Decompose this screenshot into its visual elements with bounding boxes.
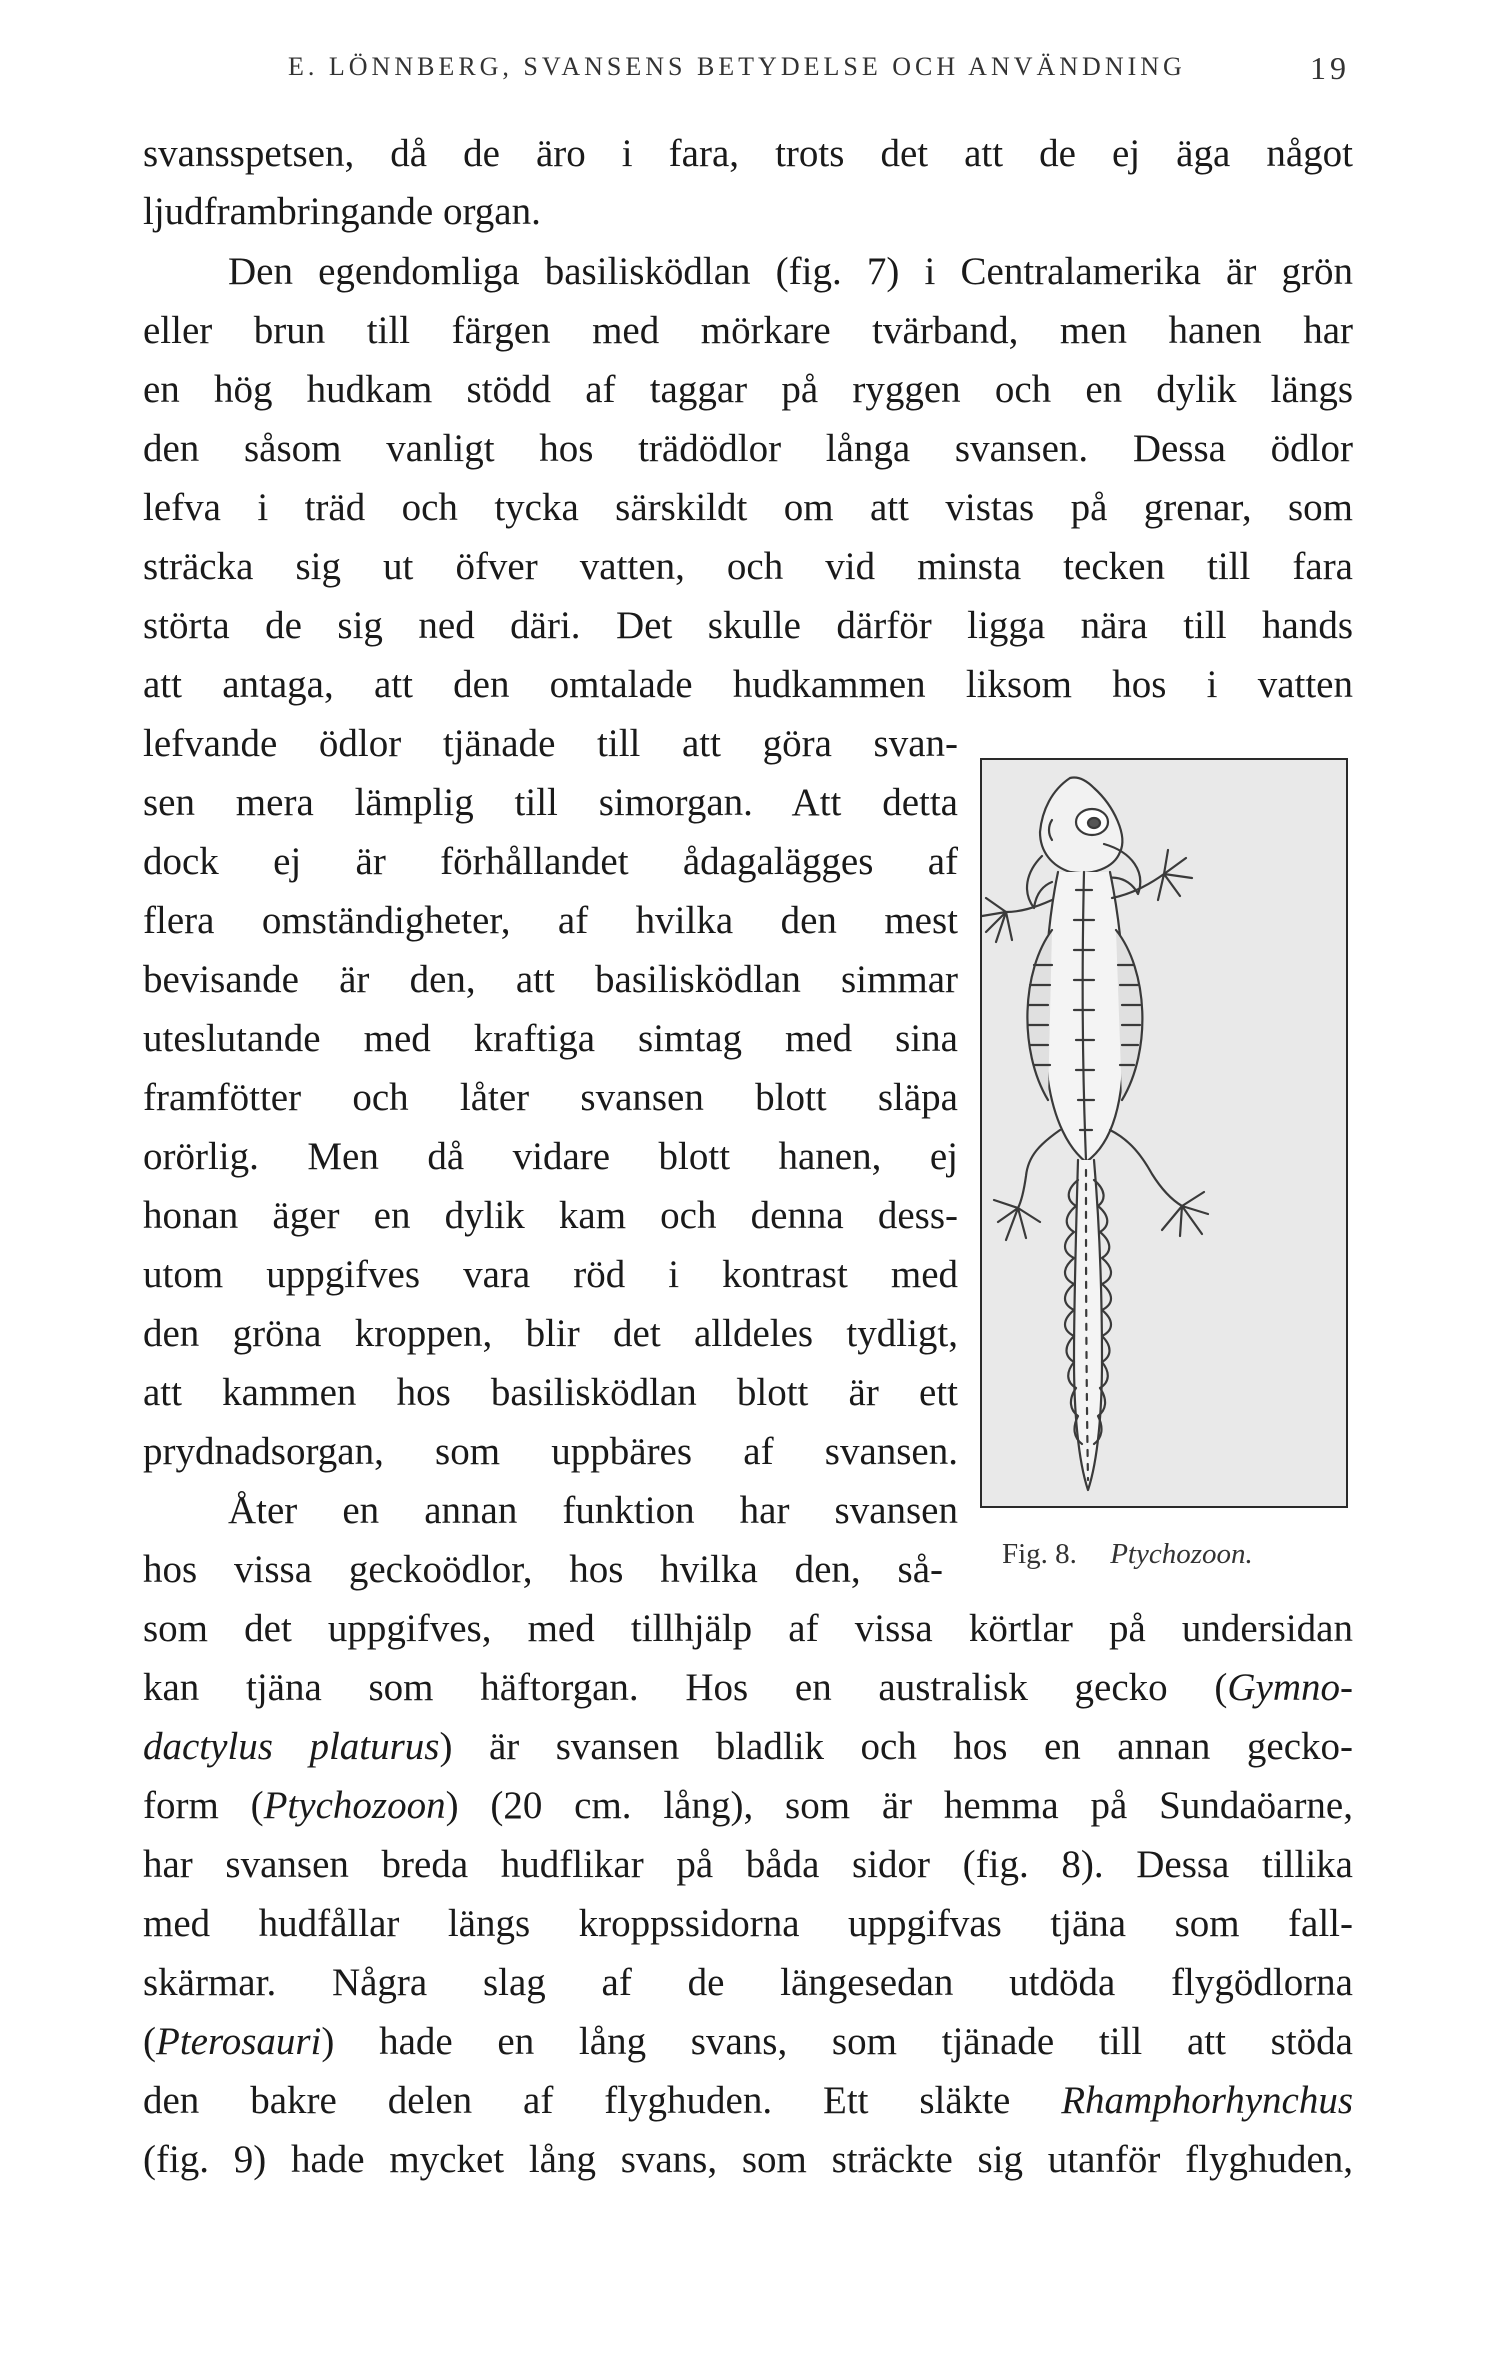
text-line: Den egendomliga basilisködlan (fig. 7) i Centralamerika är grön: [228, 250, 1353, 293]
page-number: 19: [1310, 50, 1350, 86]
text-line: framfötter och låter svansen blott släpa: [143, 1076, 958, 1119]
text-line: utom uppgifves vara röd i kontrast med: [143, 1253, 958, 1296]
figure-name: Ptychozoon.: [1110, 1538, 1253, 1570]
text-line: flera omständigheter, af hvilka den mest: [143, 899, 958, 942]
text-run: form (: [143, 1784, 264, 1827]
text-line: [143, 1780, 1353, 1832]
text-run: kan tjäna som häftorgan. Hos en australisk gecko (: [143, 1666, 1228, 1709]
text-line: prydnadsorgan, som uppbäres af svansen.: [143, 1430, 958, 1473]
species-name: Gymno-: [1227, 1666, 1353, 1709]
text-line: att antaga, att den omtalade hudkammen liksom hos i vatten: [143, 663, 1353, 706]
text-line: sen mera lämplig till simorgan. Att detta: [143, 781, 958, 824]
text-line: har svansen breda hudflikar på båda sidor (fig. 8). Dessa tillika: [143, 1843, 1353, 1886]
text-line: (fig. 9) hade mycket lång svans, som sträckte sig utanför flyghuden,: [143, 2138, 1353, 2181]
text-run: den bakre delen af flyghuden. Ett släkte: [143, 2079, 1062, 2122]
text-line: Åter en annan funktion har svansen: [228, 1489, 958, 1532]
text-line: ljudframbringande organ.: [143, 190, 541, 233]
genus-name: Ptychozoon: [263, 1784, 446, 1827]
text-line: skärmar. Några slag af de längesedan utdöda flygödlorna: [143, 1961, 1353, 2004]
text-run: ) är svansen bladlik och hos en annan gecko-: [439, 1725, 1353, 1768]
text-line: lefvande ödlor tjänade till att göra svan-: [143, 722, 958, 765]
text-line: bevisande är den, att basilisködlan simmar: [143, 958, 958, 1001]
text-line: dock ej är förhållandet ådagalägges af: [143, 840, 958, 883]
text-line: en hög hudkam stödd af taggar på ryggen och en dylik längs: [143, 368, 1353, 411]
text-line: [143, 1662, 1353, 1714]
gecko-drawing: [982, 760, 1346, 1506]
text-line: att kammen hos basilisködlan blott är ett: [143, 1371, 958, 1414]
text-line: uteslutande med kraftiga simtag med sina: [143, 1017, 958, 1060]
page-header: [0, 52, 1503, 92]
text-line: honan äger en dylik kam och denna dess-: [143, 1194, 958, 1237]
figure-caption: [1002, 1538, 1342, 1571]
text-line: [143, 1721, 1353, 1773]
text-line: den gröna kroppen, blir det alldeles tydligt,: [143, 1312, 958, 1355]
running-head: E. LÖNNBERG, SVANSENS BETYDELSE OCH ANVÄNDNING: [288, 52, 1186, 81]
text-line: [143, 2075, 1353, 2127]
figure-ptychozoon-illustration: [980, 758, 1348, 1508]
text-line: med hudfållar längs kroppssidorna uppgifvas tjäna som fall-: [143, 1902, 1353, 1945]
order-name: Pterosauri: [156, 2020, 322, 2063]
text-line: hos vissa geckoödlor, hos hvilka den, så-: [143, 1548, 943, 1591]
text-line: som det uppgifves, med tillhjälp af vissa körtlar på undersidan: [143, 1607, 1353, 1650]
text-run: (: [143, 2020, 156, 2063]
text-line: lefva i träd och tycka särskildt om att vistas på grenar, som: [143, 486, 1353, 529]
text-line: den såsom vanligt hos trädödlor långa svansen. Dessa ödlor: [143, 427, 1353, 470]
genus-name: Rhamphorhynchus: [1061, 2079, 1353, 2122]
species-name: dactylus platurus: [143, 1725, 440, 1768]
text-line: svansspetsen, då de äro i fara, trots det att de ej äga något: [143, 132, 1353, 175]
text-run: ) hade en lång svans, som tjänade till att stöda: [321, 2020, 1353, 2063]
figure-label: Fig. 8.: [1002, 1538, 1077, 1570]
text-line: orörlig. Men då vidare blott hanen, ej: [143, 1135, 958, 1178]
text-run: ) (20 cm. lång), som är hemma på Sundaöarne,: [445, 1784, 1353, 1827]
text-line: sträcka sig ut öfver vatten, och vid minsta tecken till fara: [143, 545, 1353, 588]
text-line: eller brun till färgen med mörkare tvärband, men hanen har: [143, 309, 1353, 352]
text-line: [143, 2016, 1353, 2068]
text-line: störta de sig ned däri. Det skulle därför ligga nära till hands: [143, 604, 1353, 647]
